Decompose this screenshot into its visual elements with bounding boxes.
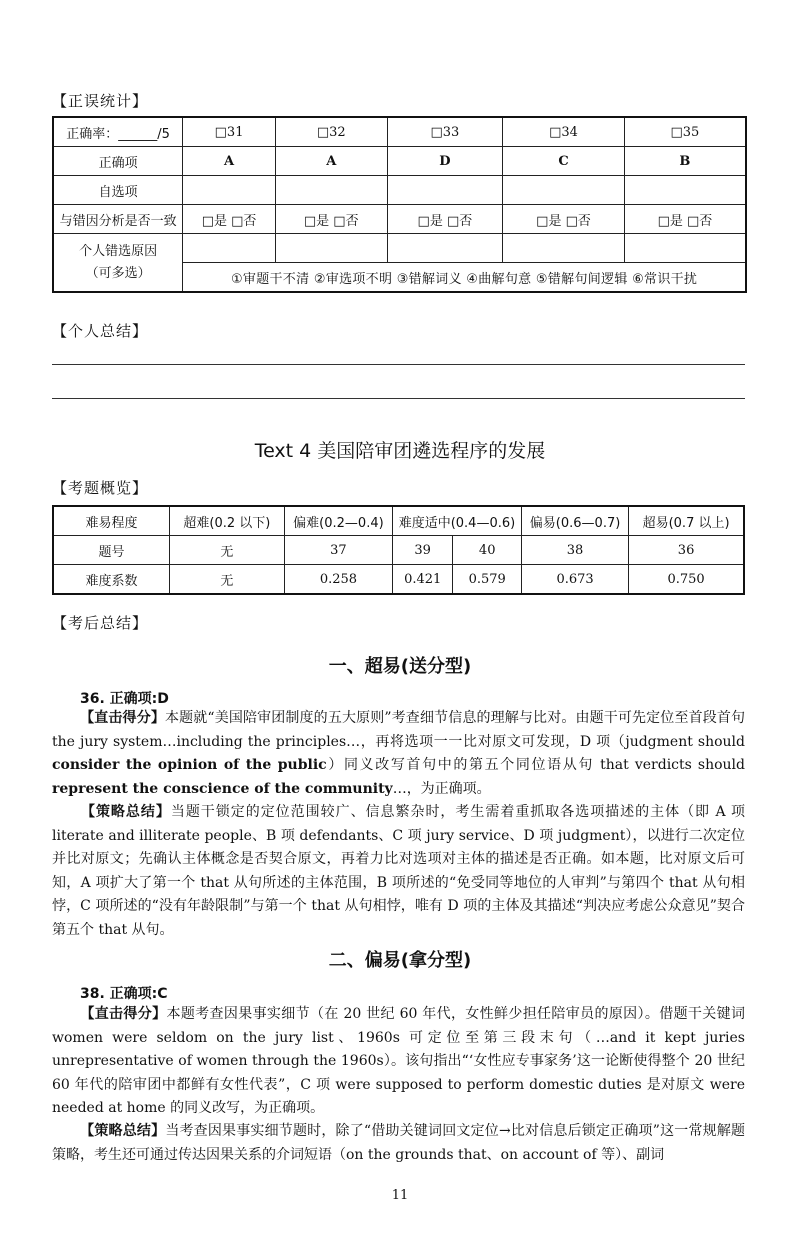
overview-header-cell: 超难(0.2 以下) — [169, 506, 284, 536]
question-cell: 38 — [521, 536, 628, 565]
summary-line[interactable] — [52, 398, 745, 399]
question-cell: 无 — [169, 536, 284, 565]
question-number: □34 — [503, 117, 625, 147]
stats-header: 【正误统计】 — [52, 92, 149, 110]
q36-strategy-tag: 【策略总结】 — [80, 804, 171, 820]
reason-cell[interactable] — [503, 234, 625, 263]
q38-strategy-paragraph — [52, 1120, 745, 1167]
stats-table — [52, 116, 747, 293]
coef-row-label: 难度系数 — [53, 565, 169, 595]
q36-answer: 36. 正确项:D — [80, 691, 169, 707]
q36-direct-text: 本题就“美国陪审团制度的五大原则”考查细节信息的理解与比对。由题干可先定位至首段首句 the jury system…including the principles…，再将选项一一比对原文可发现，D 项（judgment should — [52, 710, 746, 750]
question-cell: 36 — [629, 536, 744, 565]
overview-header: 【考题概览】 — [52, 479, 149, 497]
coef-cell: 0.579 — [453, 565, 522, 595]
q36-direct-text: ）同义改写首句中的第五个同位语从句 that verdicts should — [326, 757, 745, 773]
q38-strategy-text: 当考查因果事实细节题时，除了“借助关键词回文定位→比对信息后锁定正确项”这一常规解题策略，考生还可通过传达因果关系的介词短语（on the grounds that、on account of 等）、副词 — [52, 1123, 746, 1163]
correct-answer: A — [275, 147, 387, 176]
chosen-cell[interactable] — [387, 176, 503, 205]
q38-direct-tag: 【直击得分】 — [80, 1006, 167, 1022]
question-cell: 37 — [284, 536, 392, 565]
consistency-option[interactable]: □是 □否 — [624, 205, 746, 234]
reason-cell[interactable] — [387, 234, 503, 263]
correct-answer: D — [387, 147, 503, 176]
coef-cell: 0.673 — [521, 565, 628, 595]
correct-label: 正确项 — [53, 147, 183, 176]
chosen-cell[interactable] — [275, 176, 387, 205]
correct-answer: C — [503, 147, 625, 176]
page-number: 11 — [391, 1188, 409, 1203]
q38-strategy-tag: 【策略总结】 — [80, 1123, 166, 1139]
question-number: □33 — [387, 117, 503, 147]
consistency-option[interactable]: □是 □否 — [503, 205, 625, 234]
reason-label-line1: 个人错选原因 — [79, 243, 158, 259]
reason-label-line2: （可多选） — [85, 265, 151, 281]
chosen-label: 自选项 — [53, 176, 183, 205]
q36-direct-bold: represent the conscience of the community — [52, 780, 393, 797]
correct-answer: A — [183, 147, 276, 176]
q38-answer: 38. 正确项:C — [80, 986, 168, 1002]
consistency-label: 与错因分析是否一致 — [53, 205, 183, 234]
reason-options: ①审题干不清 ②审选项不明 ③错解词义 ④曲解句意 ⑤错解句间逻辑 ⑥常识干扰 — [183, 263, 746, 293]
accuracy-label: 正确率：______/5 — [53, 117, 183, 147]
overview-header-cell: 偏易(0.6—0.7) — [521, 506, 628, 536]
reason-cell[interactable] — [183, 234, 276, 263]
question-cell: 39 — [392, 536, 452, 565]
q36-strategy-text: 当题干锁定的定位范围较广、信息繁杂时，考生需着重抓取各选项描述的主体（即 A 项 literate and illiterate people、B 项 defendants、C 项 jury service、D 项 judgment），以进行二次定位并比对原文；先确认主体概念是否契合原文，再着力比对选项对主体的描述是否正确。如本题，比对原文后可知，A 项扩大了第一个 that 从句所述的主体范围，B 项所述的“免受同等地位的人审判”与第四个 that 从句相悖，C 项所述的“没有年龄限制”与第一个 that 从句相悖，唯有 D 项的主体及其描述“判决应考虑公众意见”契合第五个 that 从句。 — [52, 804, 745, 938]
summary-header: 【个人总结】 — [52, 322, 149, 340]
chosen-cell[interactable] — [183, 176, 276, 205]
q36-direct-bold: consider the opinion of the public — [52, 757, 327, 773]
q38-direct-text: 本题考查因果事实细节（在 20 世纪 60 年代，女性鲜少担任陪审员的原因）。借题干关键词 women were seldom on the jury list、1960s 可定位至第三段末句（…and it kept juries unrepresentative of women through the 1960s）。该句指出“‘女性应专事家务’这一论断使得整个 20 世纪 60 年代的陪审团中都鲜有女性代表”，C 项 were supposed to perform domestic duties 是对原文 were needed at home 的同义改写，为正确项。 — [52, 1006, 745, 1116]
coef-cell: 0.750 — [629, 565, 744, 595]
chosen-cell[interactable] — [624, 176, 746, 205]
question-cell: 40 — [453, 536, 522, 565]
q36-strategy-paragraph — [52, 801, 745, 942]
question-number: □35 — [624, 117, 746, 147]
correct-answer: B — [624, 147, 746, 176]
page-title: Text 4 美国陪审团遴选程序的发展 — [254, 440, 546, 462]
overview-header-cell: 超易(0.7 以上) — [629, 506, 744, 536]
post-exam-header: 【考后总结】 — [52, 614, 149, 632]
overview-header-cell: 难易程度 — [53, 506, 169, 536]
consistency-option[interactable]: □是 □否 — [275, 205, 387, 234]
reason-cell[interactable] — [624, 234, 746, 263]
coef-cell: 无 — [169, 565, 284, 595]
q38-direct-paragraph — [52, 1003, 745, 1121]
overview-header-cell: 偏难(0.2—0.4) — [284, 506, 392, 536]
coef-cell: 0.421 — [392, 565, 452, 595]
q36-direct-tag: 【直击得分】 — [80, 710, 165, 726]
overview-header-cell: 难度适中(0.4—0.6) — [392, 506, 521, 536]
question-row-label: 题号 — [53, 536, 169, 565]
q36-direct-paragraph — [52, 707, 745, 801]
section2-title: 二、偏易(拿分型) — [328, 950, 472, 971]
reason-label — [53, 234, 183, 293]
section1-title: 一、超易(送分型) — [328, 656, 472, 677]
question-number: □32 — [275, 117, 387, 147]
summary-line[interactable] — [52, 364, 745, 365]
overview-table — [52, 505, 745, 595]
q36-direct-text: …，为正确项。 — [392, 780, 491, 797]
consistency-option[interactable]: □是 □否 — [183, 205, 276, 234]
coef-cell: 0.258 — [284, 565, 392, 595]
chosen-cell[interactable] — [503, 176, 625, 205]
reason-cell[interactable] — [275, 234, 387, 263]
consistency-option[interactable]: □是 □否 — [387, 205, 503, 234]
question-number: □31 — [183, 117, 276, 147]
